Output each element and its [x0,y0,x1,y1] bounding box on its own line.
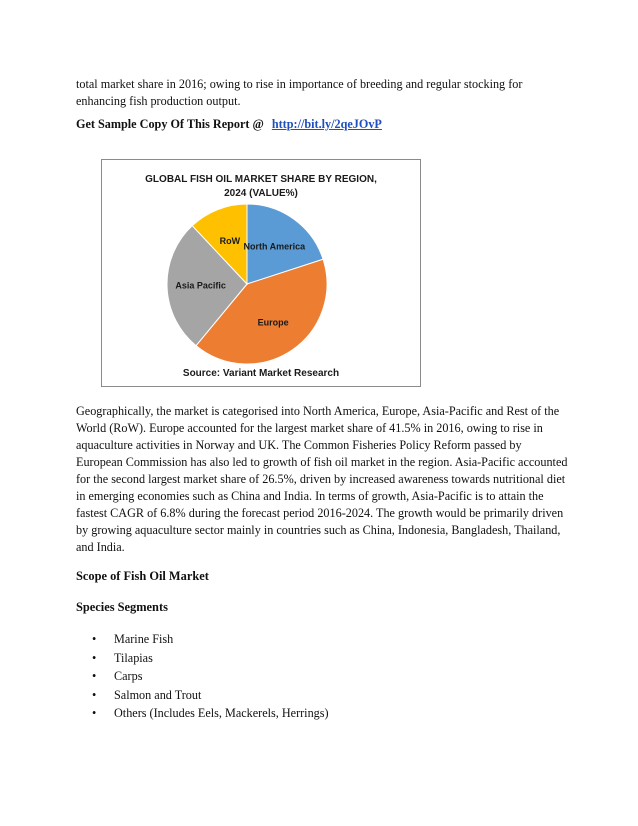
pie-label-europe: Europe [257,317,289,328]
list-item [76,686,570,705]
list-item-text: Tilapias [114,650,153,665]
list-item-text: Others (Includes Eels, Mackerels, Herrings) [114,706,329,720]
pie-chart [102,160,420,386]
list-item-text: Marine Fish [114,632,174,646]
bullet-icon: • [92,650,97,665]
species-segments-heading: Species Segments [76,600,168,614]
list-item [76,704,570,723]
geography-paragraph: Geographically, the market is categorised into North America, Europe, Asia-Pacific and Rest of the World (RoW). Europe accounted for the largest market share of 41.5% in 2016, owing to rise in aquaculture activities in Norway and UK. The Common Fisheries Policy Reform passed by European Commission has also led to growth of fish oil market in the region. Asia-Pacific accounted for the second largest market share of 26.5%, driven by increased awareness towards nutritional diet in emerging economies such as China and India. In terms of growth, Asia-Pacific is to attain the fastest CAGR of 6.8% during the forecast period 2016-2024. The growth would be primarily driven by growing aquaculture sector mainly in countries such as China, Indonesia, Bangladesh, Thailand, and India. [76,404,568,554]
document-page [76,76,570,723]
sample-copy-link[interactable]: http://bit.ly/2qeJOvP [271,117,382,131]
pie-label-asia-pacific: Asia Pacific [175,280,226,291]
chart-title-line-1: GLOBAL FISH OIL MARKET SHARE BY REGION, [145,174,377,185]
bullet-icon: • [92,687,97,702]
list-item-text: Salmon and Trout [114,687,202,702]
list-item [76,630,570,649]
pie-chart-figure [101,159,421,387]
sample-copy-line [76,116,570,133]
pie-label-north-america: North America [243,241,306,252]
bullet-icon: • [92,632,97,646]
scope-heading: Scope of Fish Oil Market [76,569,209,583]
list-item-text: Carps [114,669,143,683]
bullet-icon: • [92,669,97,683]
pie-label-row: RoW [219,235,241,246]
chart-title-line-2: 2024 (VALUE%) [224,188,298,199]
intro-paragraph: total market share in 2016; owing to rise in importance of breeding and regular stocking for enhancing fish production output. [76,77,523,108]
sample-copy-label: Get Sample Copy Of This Report @ [76,117,264,131]
list-item [76,667,570,686]
species-list [76,630,570,723]
list-item [76,649,570,668]
chart-source: Source: Variant Market Research [182,368,340,379]
bullet-icon: • [92,706,97,720]
